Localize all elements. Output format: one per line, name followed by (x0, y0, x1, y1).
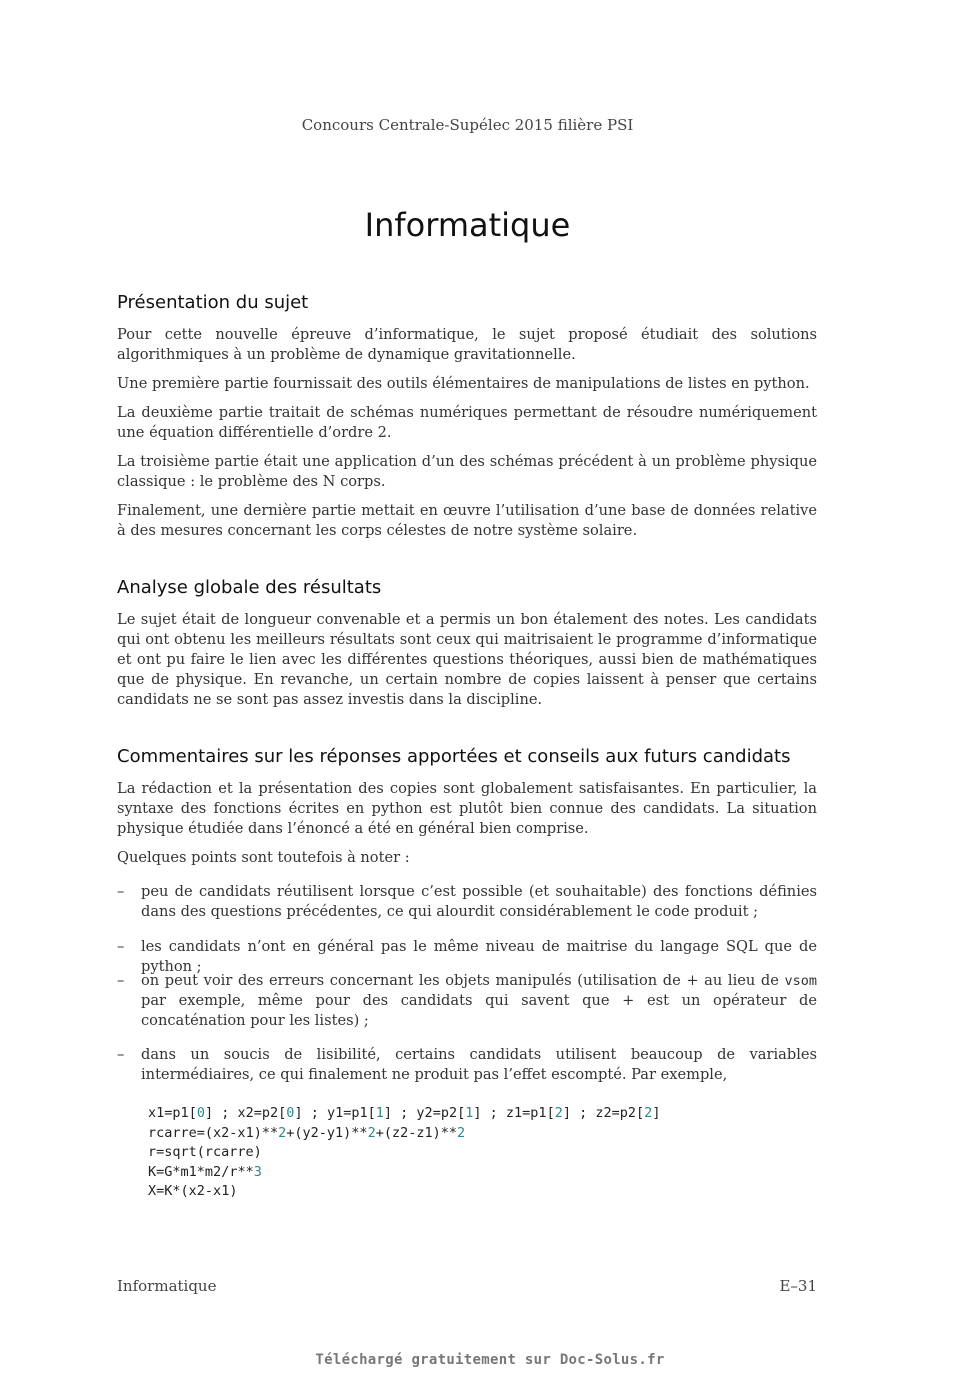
list-item-text: par exemple, même pour des candidats qui savent que + est un opérateur de concaténation pour les listes) ; (141, 992, 817, 1029)
bullet-marker: – (117, 972, 125, 989)
list-item (141, 971, 817, 1031)
inline-code: vsom (784, 973, 817, 989)
paragraph: La rédaction et la présentation des copies sont globalement satisfaisantes. En particulier, la syntaxe des fonctions écrites en python est plutôt bien connue des candidats. La situation physique étudiée dans l’énoncé a été en général bien comprise. (117, 780, 817, 837)
section-heading-presentation: Présentation du sujet (117, 292, 309, 313)
bullet-marker: – (117, 883, 125, 900)
bullet-marker: – (117, 938, 125, 955)
code-line: rcarre=(x2-x1)**2+(y2-y1)**2+(z2-z1)**2 (148, 1124, 466, 1141)
code-line: r=sqrt(rcarre) (148, 1144, 262, 1161)
paragraph: Pour cette nouvelle épreuve d’informatique, le sujet proposé étudiait des solutions algorithmiques à un problème de dynamique gravitationnelle. (117, 326, 817, 363)
paragraph: Quelques points sont toutefois à noter : (117, 849, 410, 866)
footer-page-number: E–31 (779, 1277, 817, 1295)
list-item: dans un soucis de lisibilité, certains candidats utilisent beaucoup de variables intermédiaires, ce qui finalement ne produit pas l’effet escompté. Par exemple, (141, 1046, 817, 1083)
paragraph: La deuxième partie traitait de schémas numériques permettant de résoudre numériquement une équation différentielle d’ordre 2. (117, 404, 817, 441)
code-line: K=G*m1*m2/r**3 (148, 1163, 262, 1180)
paragraph: La troisième partie était une application d’un des schémas précédent à un problème physique classique : le problème des N corps. (117, 453, 817, 490)
page-title: Informatique (364, 206, 571, 244)
footer-left: Informatique (117, 1277, 217, 1295)
paragraph: Finalement, une dernière partie mettait en œuvre l’utilisation d’une base de données relative à des mesures concernant les corps célestes de notre système solaire. (117, 502, 817, 539)
bullet-marker: – (117, 1046, 125, 1063)
paragraph: Une première partie fournissait des outils élémentaires de manipulations de listes en python. (117, 375, 810, 392)
section-heading-commentaires: Commentaires sur les réponses apportées et conseils aux futurs candidats (117, 746, 791, 767)
list-item: peu de candidats réutilisent lorsque c’est possible (et souhaitable) des fonctions définies dans des questions précédentes, ce qui alourdit considérablement le code produit ; (141, 883, 817, 920)
list-item: les candidats n’ont en général pas le même niveau de maitrise du langage SQL que de python ; (141, 938, 817, 975)
code-line: X=K*(x2-x1) (148, 1183, 238, 1200)
page-header: Concours Centrale-Supélec 2015 filière PSI (301, 116, 634, 134)
code-line: x1=p1[0] ; x2=p2[0] ; y1=p1[1] ; y2=p2[1] ; z1=p1[2] ; z2=p2[2] (148, 1105, 661, 1121)
list-item-text: on peut voir des erreurs concernant les objets manipulés (utilisation de + au lieu de (141, 972, 785, 989)
paragraph: Le sujet était de longueur convenable et a permis un bon étalement des notes. Les candidats qui ont obtenu les meilleurs résultats sont ceux qui maitrisaient le programme d’informatique et ont pu faire le lien avec les différentes questions théoriques, aussi bien de mathématiques que de physique. En revanche, un certain nombre de copies laissent à penser que certains candidats ne se sont pas assez investis dans la discipline. (117, 611, 817, 708)
section-heading-analyse: Analyse globale des résultats (117, 577, 382, 598)
code-block (148, 1104, 660, 1202)
watermark: Téléchargé gratuitement sur Doc-Solus.fr (315, 1352, 665, 1368)
